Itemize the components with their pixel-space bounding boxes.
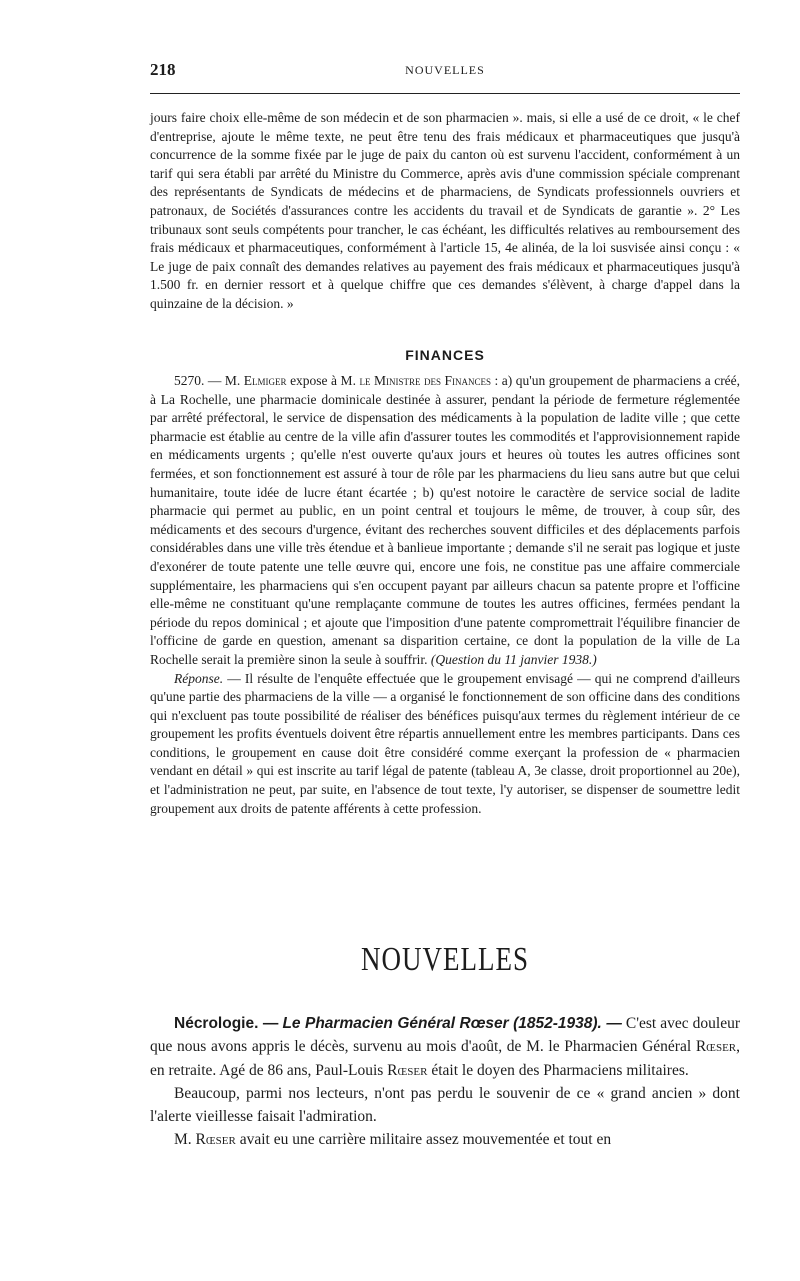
carriere-paragraph — [150, 1128, 740, 1151]
finances-section — [150, 372, 740, 818]
nouvelles-section — [150, 1012, 740, 1152]
question-body: : a) qu'un groupement de pharmaciens a créé, à La Rochelle, une pharmacie dominicale destinée à assurer, pendant la période de fermeture réglementée par arrêté préfectoral, le service de dispensation des médicaments à la population de ladite ville ; que cette pharmacie est établie au centre de la ville afin d'assurer toutes les commodités et l'approvisionnement rapide en médicaments urgents ; qu'elle n'est ouverte qu'aux jours et heures où toutes les autres officines sont fermées, et son fonctionnement est assuré à tour de rôle par les pharmaciens du lieu sans autre but que celui humanitaire, toute idée de lucre étant écartée ; b) qu'est notoire le caractère de service social de ladite pharmacie qui permet au public, en un point central et toujours le même, de trouver, à coup sûr, des médicaments et des secours d'urgence, évitant des recherches souvent difficiles et des déplacements parfois considérables dans une ville très étendue et à banlieue importante ; demande s'il ne serait pas logique et juste d'exonérer de toute patente une telle œuvre qui, encore une fois, ne constitue pas une affaire commerciale supplémentaire, les pharmaciens qui s'en occupent payant par ailleurs chacun sa patente propre et l'officine elle-même ne constituant qu'une remplaçante commune de toutes les autres officines, fermées pendant la période du repos dominical ; et ajoute que l'imposition d'une patente compromettrait l'équilibre financier de l'officine de garde en question, amenant sa disparition certaine, ce dont la population de la ville de La Rochelle serait la première sinon la seule à souffrir. — [150, 373, 741, 667]
finances-heading: FINANCES — [405, 347, 485, 363]
ministry-name: le Ministre des Finances — [359, 373, 492, 388]
header-rule — [150, 93, 740, 94]
necrologie-label: Nécrologie. — — [174, 1015, 279, 1032]
necrologie-text-b: , en retraite. Agé de 86 ans, Paul-Louis — [150, 1038, 740, 1079]
reponse-paragraph — [150, 670, 740, 819]
nouvelles-heading: NOUVELLES — [361, 940, 529, 978]
continued-paragraph: jours faire choix elle-même de son médecin et de son pharmacien ». mais, si elle a usé de ce droit, « le chef d'entreprise, ajoute le même texte, ne peut être tenu des frais médicaux et pharmaceutiques que jusqu'à concurrence de la somme fixée par le juge de paix du canton où est survenu l'accident, conformément à un tarif qui sera établi par arrêté du Ministre du Commerce, après avis d'une commission spéciale comprenant des représentants de Syndicats de médecins et de pharmaciens, de Syndicats professionnels ouvriers et patronaux, de Sociétés d'assurances contre les accidents du travail et de Syndicats de garantie ». 2° Les tribunaux sont seuls compétents pour trancher, le cas échéant, les difficultés relatives au remboursement des frais médicaux et pharmaceutiques, conformément à l'article 15, 4e alinéa, de la loi susvisée ainsi conçu : « Le juge de paix connaît des demandes relatives au payement des frais médicaux et pharmaceutiques jusqu'à 1.500 fr. en dernier ressort et à quelque chiffre que ces demandes s'élèvent, à charge d'appel dans la quinzaine de la décision. » — [150, 110, 740, 311]
lecteurs-paragraph: Beaucoup, parmi nos lecteurs, n'ont pas perdu le souvenir de ce « grand ancien » dont l'alerte vieillesse faisait l'admiration. — [150, 1084, 740, 1126]
roeser-name: Rœser — [195, 1131, 236, 1149]
necrologie-text-a: C'est avec douleur que nous avons appris le décès, survenu au mois d'août, de M. le Pharmacien Général — [150, 1015, 741, 1056]
question-date: (Question du 11 janvier 1938.) — [430, 651, 597, 667]
carriere-text-b: avait eu une carrière militaire assez mouvementée et tout en — [239, 1131, 612, 1149]
deputy-name: Elmiger — [243, 373, 287, 388]
reponse-body: — Il résulte de l'enquête effectuée que le groupement envisagé — qui ne comprend d'ailleurs qu'une partie des pharmaciens de la ville — a organisé le fonctionnement de son officine dans des conditions qui n'excluent pas toute possibilité de réaliser des bénéfices puisqu'aux termes du règlement intérieur de ce groupement les profits éventuels doivent être répartis annuellement entre les membres participants. Dans ces conditions, le groupement en cause doit être considéré comme exerçant la profession de « pharmacien vendant en détail » qui est inscrite au tarif légal de patente (tableau A, 3e classe, droit proportionnel au 20e), et l'administration ne peut, par suite, en l'absence de tout texte, l'y autoriser, se dispenser de soumettre ledit groupement aux droits de patente afférents à cette profession. — [150, 670, 741, 816]
question-number: 5270. — M. — [174, 373, 241, 388]
carriere-text-a: M. — [174, 1131, 192, 1149]
running-title: NOUVELLES — [405, 63, 485, 77]
necrologie-paragraph — [150, 1012, 740, 1082]
question-expose: expose à M. — [290, 373, 356, 388]
roeser-name: Rœser — [695, 1038, 737, 1056]
page-number: 218 — [150, 60, 176, 79]
reponse-label: Réponse. — [174, 670, 224, 686]
necrologie-text-c: était le doyen des Pharmaciens militaires. — [431, 1061, 689, 1079]
page-header — [150, 60, 740, 90]
roeser-name: Rœser — [387, 1061, 428, 1079]
continued-text-block — [150, 109, 740, 314]
necrologie-title: Le Pharmacien Général Rœser (1852-1938). — — [282, 1015, 622, 1032]
question-paragraph — [150, 372, 740, 670]
